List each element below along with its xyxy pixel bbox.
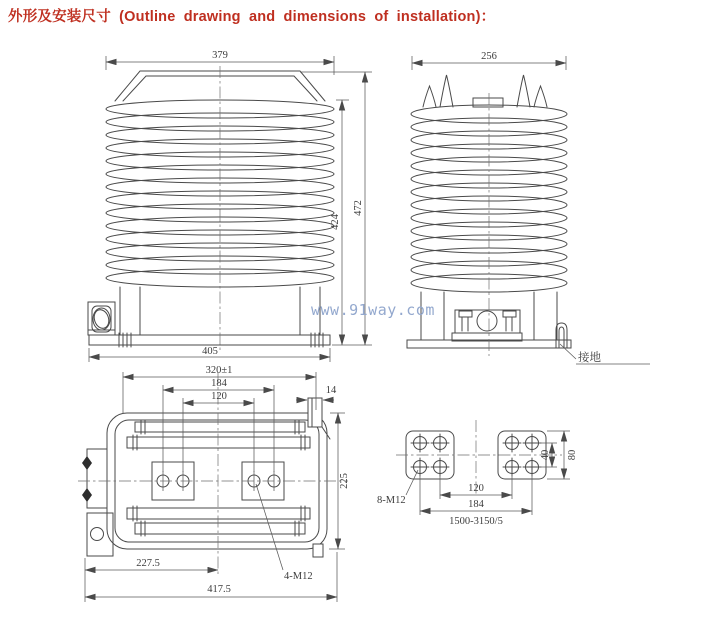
ground-label: 接地	[578, 350, 601, 364]
plan-view	[78, 365, 350, 602]
watermark: www.91way.com	[311, 301, 435, 319]
dim-pattern-inner-span: 120	[468, 483, 484, 494]
dim-plan-mount-span: 320±1	[205, 365, 233, 376]
dim-side-width: 256	[481, 51, 497, 62]
dim-front-body-height: 424	[330, 214, 341, 230]
front-terminal-bracket	[88, 302, 115, 335]
dim-plan-overall-length: 417.5	[207, 584, 231, 595]
hole-pattern	[377, 420, 578, 527]
side-terminal-box	[452, 310, 522, 341]
dim-pattern-plate-height: 80	[567, 449, 578, 461]
page-title: 外形及安装尺寸 (Outline drawing and dimensions of installation)：	[8, 9, 496, 25]
dim-front-overall-height: 472	[353, 200, 364, 216]
ground-lug	[556, 323, 567, 348]
polarity-mark	[82, 488, 92, 502]
dim-plan-tab-width: 14	[325, 385, 337, 396]
dim-pattern-row-spacing: 40	[540, 449, 551, 461]
dim-front-base-width: 405	[202, 346, 218, 357]
dim-plan-hole-span-inner: 120	[211, 391, 227, 402]
pattern-holes-label: 8-M12	[377, 495, 406, 506]
dim-plan-left-to-center: 227.5	[136, 558, 160, 569]
dim-front-top-width: 379	[212, 50, 228, 61]
plan-holes-label: 4-M12	[284, 571, 313, 582]
dim-plan-depth: 225	[339, 473, 350, 489]
dim-plan-hole-span-outer: 184	[211, 378, 227, 389]
dim-pattern-outer-span: 184	[468, 499, 484, 510]
side-view	[407, 51, 650, 364]
polarity-mark	[82, 456, 92, 470]
pattern-range-label: 1500-3150/5	[449, 516, 503, 527]
